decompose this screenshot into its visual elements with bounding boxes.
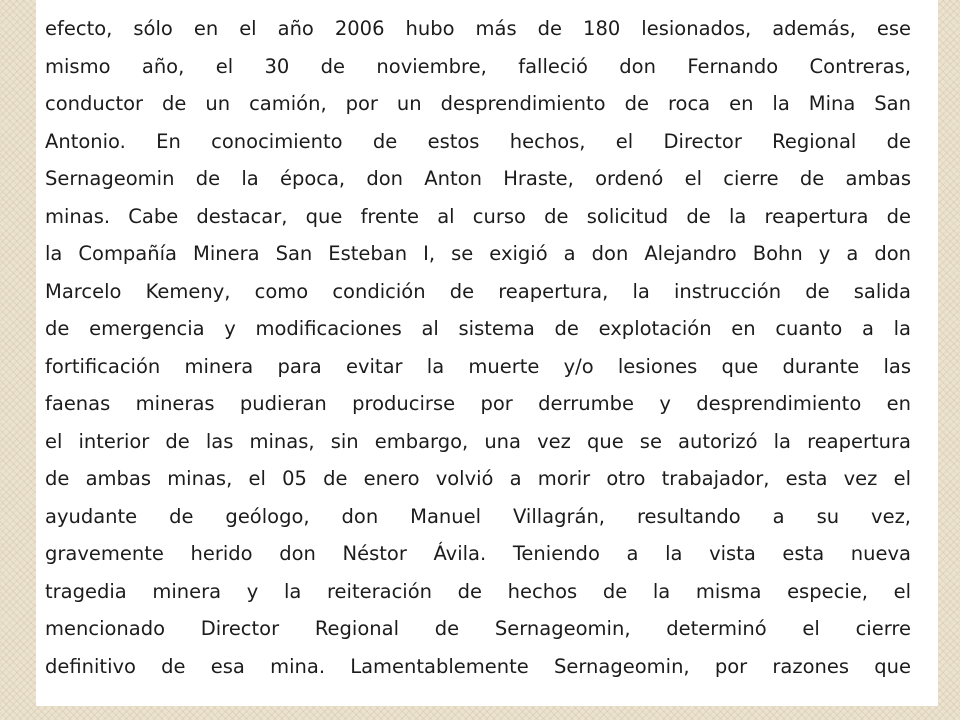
text-line: ayudante de geólogo, don Manuel Villagrán, resultando a su vez, xyxy=(45,504,911,528)
text-line: de ambas minas, el 05 de enero volvió a morir otro trabajador, esta vez el xyxy=(45,467,911,490)
text-line: faenas mineras pudieran producirse por derrumbe y desprendimiento en xyxy=(45,392,911,415)
text-line: definitivo de esa mina. Lamentablemente Sernageomin, por razones que xyxy=(45,654,911,678)
text-line: gravemente herido don Néstor Ávila. Teniendo a la vista esta nueva xyxy=(45,542,911,565)
text-line: fortificación minera para evitar la muerte y/o lesiones que durante las xyxy=(45,354,911,378)
document-page xyxy=(36,0,938,706)
text-line: minas. Cabe destacar, que frente al curso de solicitud de la reapertura de xyxy=(45,204,911,228)
text-line: Marcelo Kemeny, como condición de reapertura, la instrucción de salida xyxy=(45,279,911,303)
text-line: de emergencia y modificaciones al sistema de explotación en cuanto a la xyxy=(45,317,911,340)
document-text xyxy=(45,10,911,685)
text-line: la Compañía Minera San Esteban I, se exigió a don Alejandro Bohn y a don xyxy=(45,242,911,265)
text-line: mencionado Director Regional de Sernageomin, determinó el cierre xyxy=(45,617,911,640)
text-line: Antonio. En conocimiento de estos hechos, el Director Regional de xyxy=(45,129,911,153)
text-line: mismo año, el 30 de noviembre, falleció don Fernando Contreras, xyxy=(45,54,911,78)
text-line: el interior de las minas, sin embargo, una vez que se autorizó la reapertura xyxy=(45,429,911,453)
text-line: Sernageomin de la época, don Anton Hraste, ordenó el cierre de ambas xyxy=(45,167,911,190)
text-line: tragedia minera y la reiteración de hechos de la misma especie, el xyxy=(45,579,911,603)
text-line: efecto, sólo en el año 2006 hubo más de 180 lesionados, además, ese xyxy=(45,17,911,40)
text-line: conductor de un camión, por un desprendimiento de roca en la Mina San xyxy=(45,92,911,115)
